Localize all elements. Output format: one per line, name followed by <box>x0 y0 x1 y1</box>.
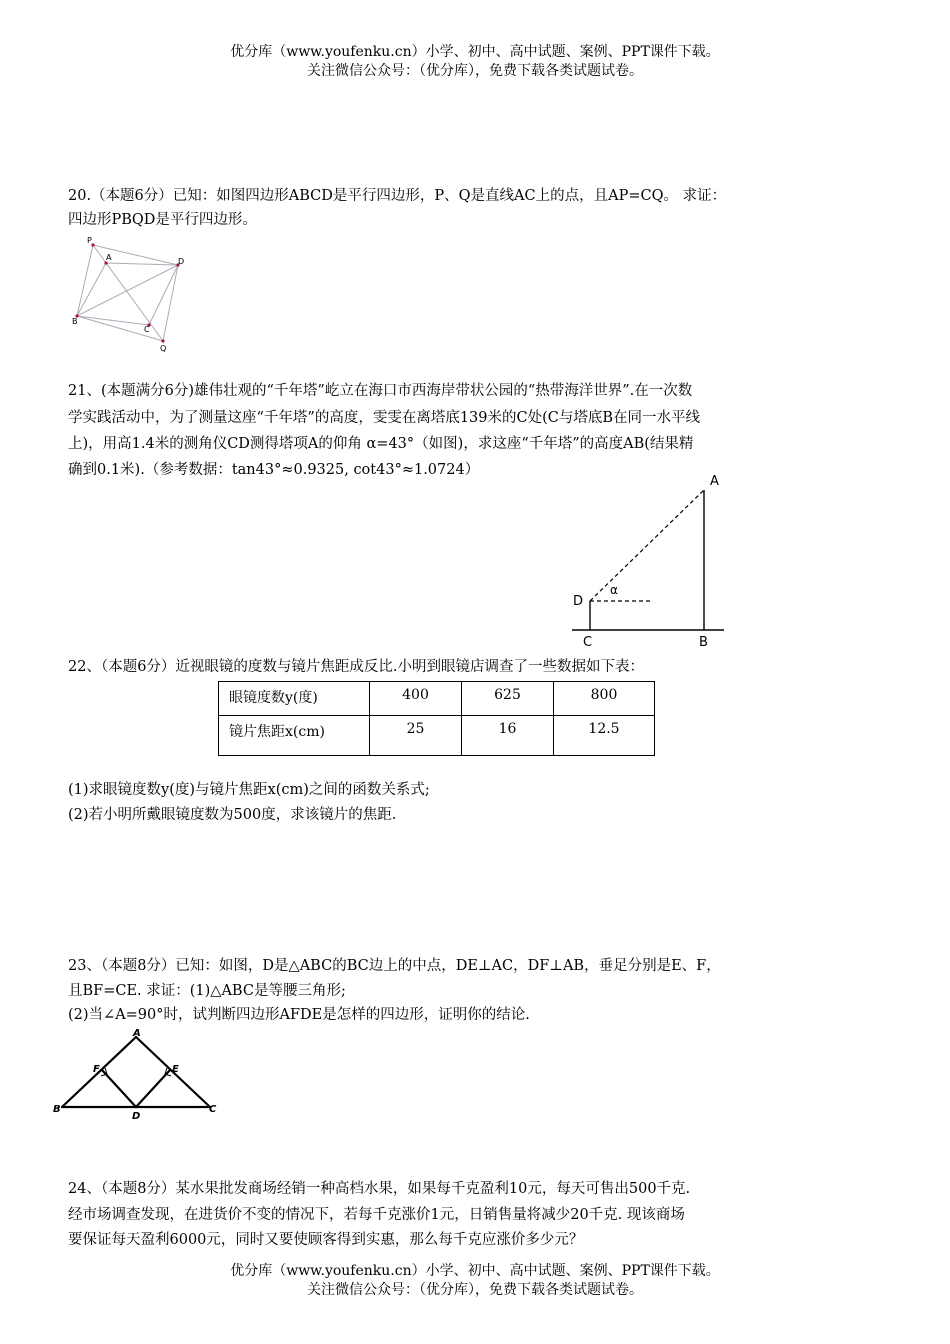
q22-data-table <box>218 681 655 756</box>
table-cell: 12.5 <box>554 716 655 756</box>
line-bd-diagonal <box>77 265 178 316</box>
label-c: C <box>583 635 593 650</box>
line-dq <box>163 265 178 341</box>
q23-triangle-figure <box>50 1028 230 1128</box>
q23-text-line-3: (2)当∠A=90°时，试判断四边形AFDE是怎样的四边形，证明你的结论. <box>68 1007 530 1023</box>
line-ab <box>77 263 106 316</box>
segment-de <box>136 1070 170 1107</box>
q21-text-line-1: 21、(本题满分6分)雄伟壮观的“千年塔”屹立在海口市西海岸带状公园的“热带海洋世界”.在一次数 <box>68 383 693 399</box>
table-cell: 400 <box>370 682 462 716</box>
q22-text-line-1: 22、（本题6分）近视眼镜的度数与镜片焦距成反比.小明到眼镜店调查了一些数据如下表： <box>68 659 645 675</box>
q20-parallelogram-figure <box>62 230 202 358</box>
table-header-focal-length: 镜片焦距x(cm) <box>219 716 370 756</box>
label-p: P <box>87 236 92 245</box>
q24-text-line-2: 经市场调查发现，在进货价不变的情况下，若每千克涨价1元，日销售量将减少20千克. 现该商场 <box>68 1207 685 1223</box>
header-line-2: 关注微信公众号：（优分库），免费下载各类试题试卷。 <box>307 63 643 79</box>
label-a: A <box>710 474 719 489</box>
label-b: B <box>699 635 708 650</box>
footer-line-1: 优分库（www.youfenku.cn）小学、初中、高中试题、案例、PPT课件下载。 <box>230 1263 720 1279</box>
label-q: Q <box>160 344 167 353</box>
header-line-1: 优分库（www.youfenku.cn）小学、初中、高中试题、案例、PPT课件下载。 <box>230 44 720 60</box>
label-d: D <box>132 1111 141 1122</box>
q23-text-line-2: 且BF=CE. 求证：(1)△ABC是等腰三角形; <box>68 983 346 999</box>
label-b: B <box>53 1104 61 1115</box>
line-ad <box>106 263 178 265</box>
label-d: D <box>178 257 185 266</box>
q24-text-line-3: 要保证每天盈利6000元，同时又要使顾客得到实惠，那么每千克应涨价多少元？ <box>68 1232 584 1248</box>
segment-df <box>102 1070 136 1107</box>
label-b: B <box>72 317 78 326</box>
label-f: F <box>93 1064 100 1075</box>
q21-text-line-3: 上)，用高1.4米的测角仪CD测得塔项A的仰角 α=43°（如图)，求这座“千年塔”的高度AB(结果精 <box>68 436 694 452</box>
footer-line-2: 关注微信公众号：（优分库），免费下载各类试题试卷。 <box>307 1282 643 1298</box>
table-cell: 625 <box>462 682 554 716</box>
q23-text-line-1: 23、（本题8分）已知：如图，D是△ABC的BC边上的中点，DE⊥AC，DF⊥AB，垂足分别是E、F， <box>68 958 721 974</box>
table-row <box>219 716 655 756</box>
q20-text-line-1: 20.（本题6分）已知：如图四边形ABCD是平行四边形，P、Q是直线AC上的点，且AP=CQ。 求证： <box>68 188 727 204</box>
table-row <box>219 682 655 716</box>
label-alpha: α <box>610 583 618 597</box>
label-a: A <box>106 253 112 262</box>
q21-text-line-2: 学实践活动中，为了测量这座“千年塔”的高度，雯雯在离塔底139米的C处(C与塔底B在同一水平线 <box>68 410 700 426</box>
line-bq <box>77 316 163 341</box>
table-header-degree: 眼镜度数y(度) <box>219 682 370 716</box>
label-a: A <box>133 1028 141 1039</box>
label-c: C <box>144 325 150 334</box>
point-q <box>161 339 164 342</box>
label-c: C <box>209 1104 217 1115</box>
table-cell: 16 <box>462 716 554 756</box>
q21-text-line-4: 确到0.1米).（参考数据：tan43°≈0.9325, cot43°≈1.0724） <box>68 462 480 478</box>
label-d: D <box>573 594 584 609</box>
q22-part-1: (1)求眼镜度数y(度)与镜片焦距x(cm)之间的函数关系式; <box>68 782 430 798</box>
label-e: E <box>172 1064 179 1075</box>
q24-text-line-1: 24、（本题8分）某水果批发商场经销一种高档水果，如果每千克盈利10元，每天可售出500千克. <box>68 1181 691 1197</box>
table-cell: 25 <box>370 716 462 756</box>
q20-text-line-2: 四边形PBQD是平行四边形。 <box>68 212 257 228</box>
table-cell: 800 <box>554 682 655 716</box>
line-pb <box>77 245 93 316</box>
point-p <box>91 243 94 246</box>
line-bc <box>77 316 149 325</box>
q22-part-2: (2)若小明所戴眼镜度数为500度，求该镜片的焦距. <box>68 807 397 823</box>
sight-line-da <box>590 490 704 601</box>
q21-tower-figure <box>560 470 740 650</box>
line-dc <box>149 265 178 325</box>
